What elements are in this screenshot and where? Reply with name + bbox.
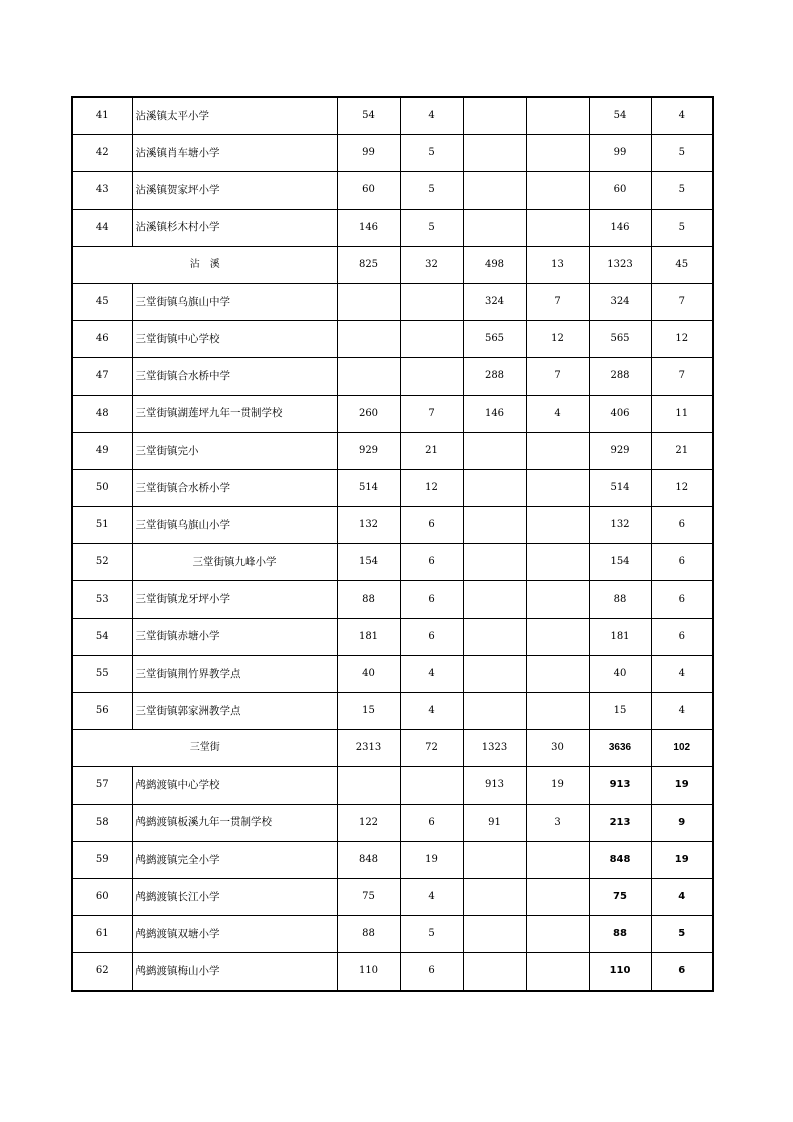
table-row <box>72 916 713 953</box>
total-students-cell: 110 <box>589 953 651 991</box>
value-cell-3 <box>463 544 526 581</box>
value-cell-3 <box>463 841 526 878</box>
total-classes-cell: 4 <box>651 693 713 730</box>
value-cell-4 <box>526 172 589 209</box>
school-name-cell: 鸬鹚渡镇长江小学 <box>132 878 337 915</box>
school-name-cell: 三堂街镇合水桥中学 <box>132 358 337 395</box>
school-name-cell: 沾溪镇贺家坪小学 <box>132 172 337 209</box>
total-classes-cell: 9 <box>651 804 713 841</box>
total-classes-cell: 21 <box>651 432 713 469</box>
value-cell-2: 4 <box>400 97 463 135</box>
value-cell-1: 2313 <box>337 730 400 767</box>
total-students-cell: 181 <box>589 618 651 655</box>
value-cell-1 <box>337 358 400 395</box>
value-cell-1: 154 <box>337 544 400 581</box>
value-cell-3 <box>463 655 526 692</box>
value-cell-1: 260 <box>337 395 400 432</box>
total-students-cell: 75 <box>589 878 651 915</box>
value-cell-2: 6 <box>400 507 463 544</box>
value-cell-1: 848 <box>337 841 400 878</box>
table-row <box>72 97 713 135</box>
total-classes-cell: 5 <box>651 135 713 172</box>
value-cell-3: 288 <box>463 358 526 395</box>
value-cell-2: 5 <box>400 172 463 209</box>
total-students-cell: 99 <box>589 135 651 172</box>
value-cell-2 <box>400 283 463 320</box>
value-cell-2: 6 <box>400 953 463 991</box>
value-cell-4: 19 <box>526 767 589 804</box>
row-number-cell: 48 <box>72 395 132 432</box>
value-cell-1: 825 <box>337 246 400 283</box>
row-number-cell: 43 <box>72 172 132 209</box>
value-cell-3 <box>463 432 526 469</box>
value-cell-2: 6 <box>400 804 463 841</box>
value-cell-4 <box>526 693 589 730</box>
row-number-cell: 47 <box>72 358 132 395</box>
total-classes-cell: 6 <box>651 507 713 544</box>
total-classes-cell: 6 <box>651 953 713 991</box>
value-cell-3 <box>463 618 526 655</box>
row-number-cell: 45 <box>72 283 132 320</box>
table-row <box>72 209 713 246</box>
value-cell-2: 5 <box>400 135 463 172</box>
table-row <box>72 135 713 172</box>
value-cell-1: 15 <box>337 693 400 730</box>
total-classes-cell: 6 <box>651 544 713 581</box>
subtotal-row <box>72 246 713 283</box>
value-cell-3: 913 <box>463 767 526 804</box>
total-students-cell: 154 <box>589 544 651 581</box>
value-cell-3 <box>463 878 526 915</box>
table-row <box>72 507 713 544</box>
row-number-cell: 42 <box>72 135 132 172</box>
school-name-cell: 鸬鹚渡镇双塘小学 <box>132 916 337 953</box>
value-cell-2: 5 <box>400 209 463 246</box>
value-cell-3 <box>463 953 526 991</box>
value-cell-2: 4 <box>400 693 463 730</box>
total-students-cell: 15 <box>589 693 651 730</box>
value-cell-3: 498 <box>463 246 526 283</box>
value-cell-3: 324 <box>463 283 526 320</box>
table-row <box>72 581 713 618</box>
total-students-cell: 1323 <box>589 246 651 283</box>
subtotal-label: 三堂街 <box>72 730 337 767</box>
value-cell-3: 565 <box>463 321 526 358</box>
row-number-cell: 52 <box>72 544 132 581</box>
table-row <box>72 655 713 692</box>
table-body <box>72 97 713 991</box>
table-row <box>72 841 713 878</box>
total-classes-cell: 11 <box>651 395 713 432</box>
value-cell-1 <box>337 283 400 320</box>
table-row <box>72 172 713 209</box>
school-name-cell: 沾溪镇太平小学 <box>132 97 337 135</box>
value-cell-3: 91 <box>463 804 526 841</box>
value-cell-2: 32 <box>400 246 463 283</box>
value-cell-2: 19 <box>400 841 463 878</box>
value-cell-4: 4 <box>526 395 589 432</box>
total-students-cell: 40 <box>589 655 651 692</box>
school-name-cell: 沾溪镇杉木村小学 <box>132 209 337 246</box>
total-students-cell: 848 <box>589 841 651 878</box>
value-cell-4 <box>526 97 589 135</box>
total-classes-cell: 12 <box>651 469 713 506</box>
total-classes-cell: 102 <box>651 730 713 767</box>
value-cell-3 <box>463 469 526 506</box>
value-cell-4 <box>526 469 589 506</box>
table-row <box>72 321 713 358</box>
value-cell-2: 6 <box>400 544 463 581</box>
total-students-cell: 54 <box>589 97 651 135</box>
total-classes-cell: 6 <box>651 618 713 655</box>
total-classes-cell: 5 <box>651 916 713 953</box>
total-students-cell: 406 <box>589 395 651 432</box>
row-number-cell: 54 <box>72 618 132 655</box>
total-classes-cell: 5 <box>651 209 713 246</box>
value-cell-1: 54 <box>337 97 400 135</box>
value-cell-4 <box>526 878 589 915</box>
total-students-cell: 60 <box>589 172 651 209</box>
total-students-cell: 3636 <box>589 730 651 767</box>
row-number-cell: 51 <box>72 507 132 544</box>
value-cell-1: 132 <box>337 507 400 544</box>
total-classes-cell: 45 <box>651 246 713 283</box>
table-row <box>72 953 713 991</box>
total-classes-cell: 4 <box>651 655 713 692</box>
value-cell-4: 13 <box>526 246 589 283</box>
school-name-cell: 三堂街镇中心学校 <box>132 321 337 358</box>
total-students-cell: 929 <box>589 432 651 469</box>
value-cell-2 <box>400 767 463 804</box>
row-number-cell: 60 <box>72 878 132 915</box>
value-cell-4 <box>526 841 589 878</box>
total-classes-cell: 4 <box>651 878 713 915</box>
row-number-cell: 56 <box>72 693 132 730</box>
value-cell-1: 88 <box>337 581 400 618</box>
table-row <box>72 544 713 581</box>
total-students-cell: 132 <box>589 507 651 544</box>
total-classes-cell: 19 <box>651 841 713 878</box>
total-students-cell: 88 <box>589 916 651 953</box>
value-cell-4 <box>526 432 589 469</box>
value-cell-3 <box>463 97 526 135</box>
total-classes-cell: 7 <box>651 358 713 395</box>
value-cell-4: 7 <box>526 283 589 320</box>
school-name-cell: 三堂街镇合水桥小学 <box>132 469 337 506</box>
total-students-cell: 213 <box>589 804 651 841</box>
value-cell-3 <box>463 507 526 544</box>
value-cell-4: 12 <box>526 321 589 358</box>
row-number-cell: 61 <box>72 916 132 953</box>
value-cell-1: 181 <box>337 618 400 655</box>
value-cell-2: 6 <box>400 581 463 618</box>
total-classes-cell: 19 <box>651 767 713 804</box>
school-name-cell: 三堂街镇龙牙坪小学 <box>132 581 337 618</box>
table-row <box>72 358 713 395</box>
value-cell-1: 110 <box>337 953 400 991</box>
value-cell-2: 4 <box>400 655 463 692</box>
school-name-cell: 三堂街镇郭家洲教学点 <box>132 693 337 730</box>
value-cell-2: 4 <box>400 878 463 915</box>
total-students-cell: 324 <box>589 283 651 320</box>
table-row <box>72 469 713 506</box>
value-cell-3: 1323 <box>463 730 526 767</box>
value-cell-4 <box>526 581 589 618</box>
value-cell-3 <box>463 693 526 730</box>
school-enrollment-table <box>71 96 714 992</box>
value-cell-1: 929 <box>337 432 400 469</box>
school-name-cell: 三堂街镇完小 <box>132 432 337 469</box>
value-cell-2 <box>400 358 463 395</box>
total-students-cell: 565 <box>589 321 651 358</box>
total-students-cell: 514 <box>589 469 651 506</box>
total-classes-cell: 6 <box>651 581 713 618</box>
value-cell-4: 3 <box>526 804 589 841</box>
value-cell-2: 6 <box>400 618 463 655</box>
row-number-cell: 53 <box>72 581 132 618</box>
table-row <box>72 878 713 915</box>
school-name-cell: 鸬鹚渡镇完全小学 <box>132 841 337 878</box>
subtotal-label: 沾 溪 <box>72 246 337 283</box>
value-cell-1: 146 <box>337 209 400 246</box>
value-cell-2: 21 <box>400 432 463 469</box>
row-number-cell: 57 <box>72 767 132 804</box>
value-cell-2: 7 <box>400 395 463 432</box>
value-cell-2: 5 <box>400 916 463 953</box>
value-cell-4: 30 <box>526 730 589 767</box>
value-cell-2: 72 <box>400 730 463 767</box>
total-classes-cell: 5 <box>651 172 713 209</box>
row-number-cell: 55 <box>72 655 132 692</box>
value-cell-4: 7 <box>526 358 589 395</box>
row-number-cell: 44 <box>72 209 132 246</box>
value-cell-1: 75 <box>337 878 400 915</box>
table-row <box>72 693 713 730</box>
value-cell-3 <box>463 172 526 209</box>
table-row <box>72 767 713 804</box>
table-row <box>72 283 713 320</box>
value-cell-4 <box>526 618 589 655</box>
value-cell-4 <box>526 916 589 953</box>
row-number-cell: 49 <box>72 432 132 469</box>
value-cell-4 <box>526 655 589 692</box>
row-number-cell: 46 <box>72 321 132 358</box>
row-number-cell: 59 <box>72 841 132 878</box>
value-cell-3 <box>463 209 526 246</box>
total-classes-cell: 7 <box>651 283 713 320</box>
total-students-cell: 146 <box>589 209 651 246</box>
school-name-cell: 三堂街镇九峰小学 <box>132 544 337 581</box>
value-cell-1: 88 <box>337 916 400 953</box>
school-name-cell: 三堂街镇荆竹界教学点 <box>132 655 337 692</box>
school-name-cell: 三堂街镇乌旗山中学 <box>132 283 337 320</box>
table-row <box>72 395 713 432</box>
value-cell-4 <box>526 953 589 991</box>
value-cell-1: 99 <box>337 135 400 172</box>
value-cell-1: 40 <box>337 655 400 692</box>
row-number-cell: 50 <box>72 469 132 506</box>
school-name-cell: 三堂街镇赤塘小学 <box>132 618 337 655</box>
value-cell-3 <box>463 916 526 953</box>
row-number-cell: 62 <box>72 953 132 991</box>
value-cell-4 <box>526 209 589 246</box>
value-cell-3: 146 <box>463 395 526 432</box>
value-cell-3 <box>463 581 526 618</box>
value-cell-1 <box>337 767 400 804</box>
school-name-cell: 鸬鹚渡镇中心学校 <box>132 767 337 804</box>
total-students-cell: 913 <box>589 767 651 804</box>
school-name-cell: 鸬鹚渡镇梅山小学 <box>132 953 337 991</box>
school-name-cell: 三堂街镇湖莲坪九年一贯制学校 <box>132 395 337 432</box>
row-number-cell: 58 <box>72 804 132 841</box>
total-students-cell: 88 <box>589 581 651 618</box>
table-row <box>72 432 713 469</box>
value-cell-4 <box>526 507 589 544</box>
table-row <box>72 804 713 841</box>
school-name-cell: 三堂街镇乌旗山小学 <box>132 507 337 544</box>
value-cell-4 <box>526 544 589 581</box>
table-row <box>72 618 713 655</box>
value-cell-4 <box>526 135 589 172</box>
value-cell-1: 60 <box>337 172 400 209</box>
value-cell-1: 514 <box>337 469 400 506</box>
row-number-cell: 41 <box>72 97 132 135</box>
total-classes-cell: 4 <box>651 97 713 135</box>
value-cell-1: 122 <box>337 804 400 841</box>
total-students-cell: 288 <box>589 358 651 395</box>
value-cell-1 <box>337 321 400 358</box>
subtotal-row <box>72 730 713 767</box>
school-name-cell: 沾溪镇肖车塘小学 <box>132 135 337 172</box>
value-cell-2: 12 <box>400 469 463 506</box>
value-cell-2 <box>400 321 463 358</box>
total-classes-cell: 12 <box>651 321 713 358</box>
value-cell-3 <box>463 135 526 172</box>
school-name-cell: 鸬鹚渡镇板溪九年一贯制学校 <box>132 804 337 841</box>
